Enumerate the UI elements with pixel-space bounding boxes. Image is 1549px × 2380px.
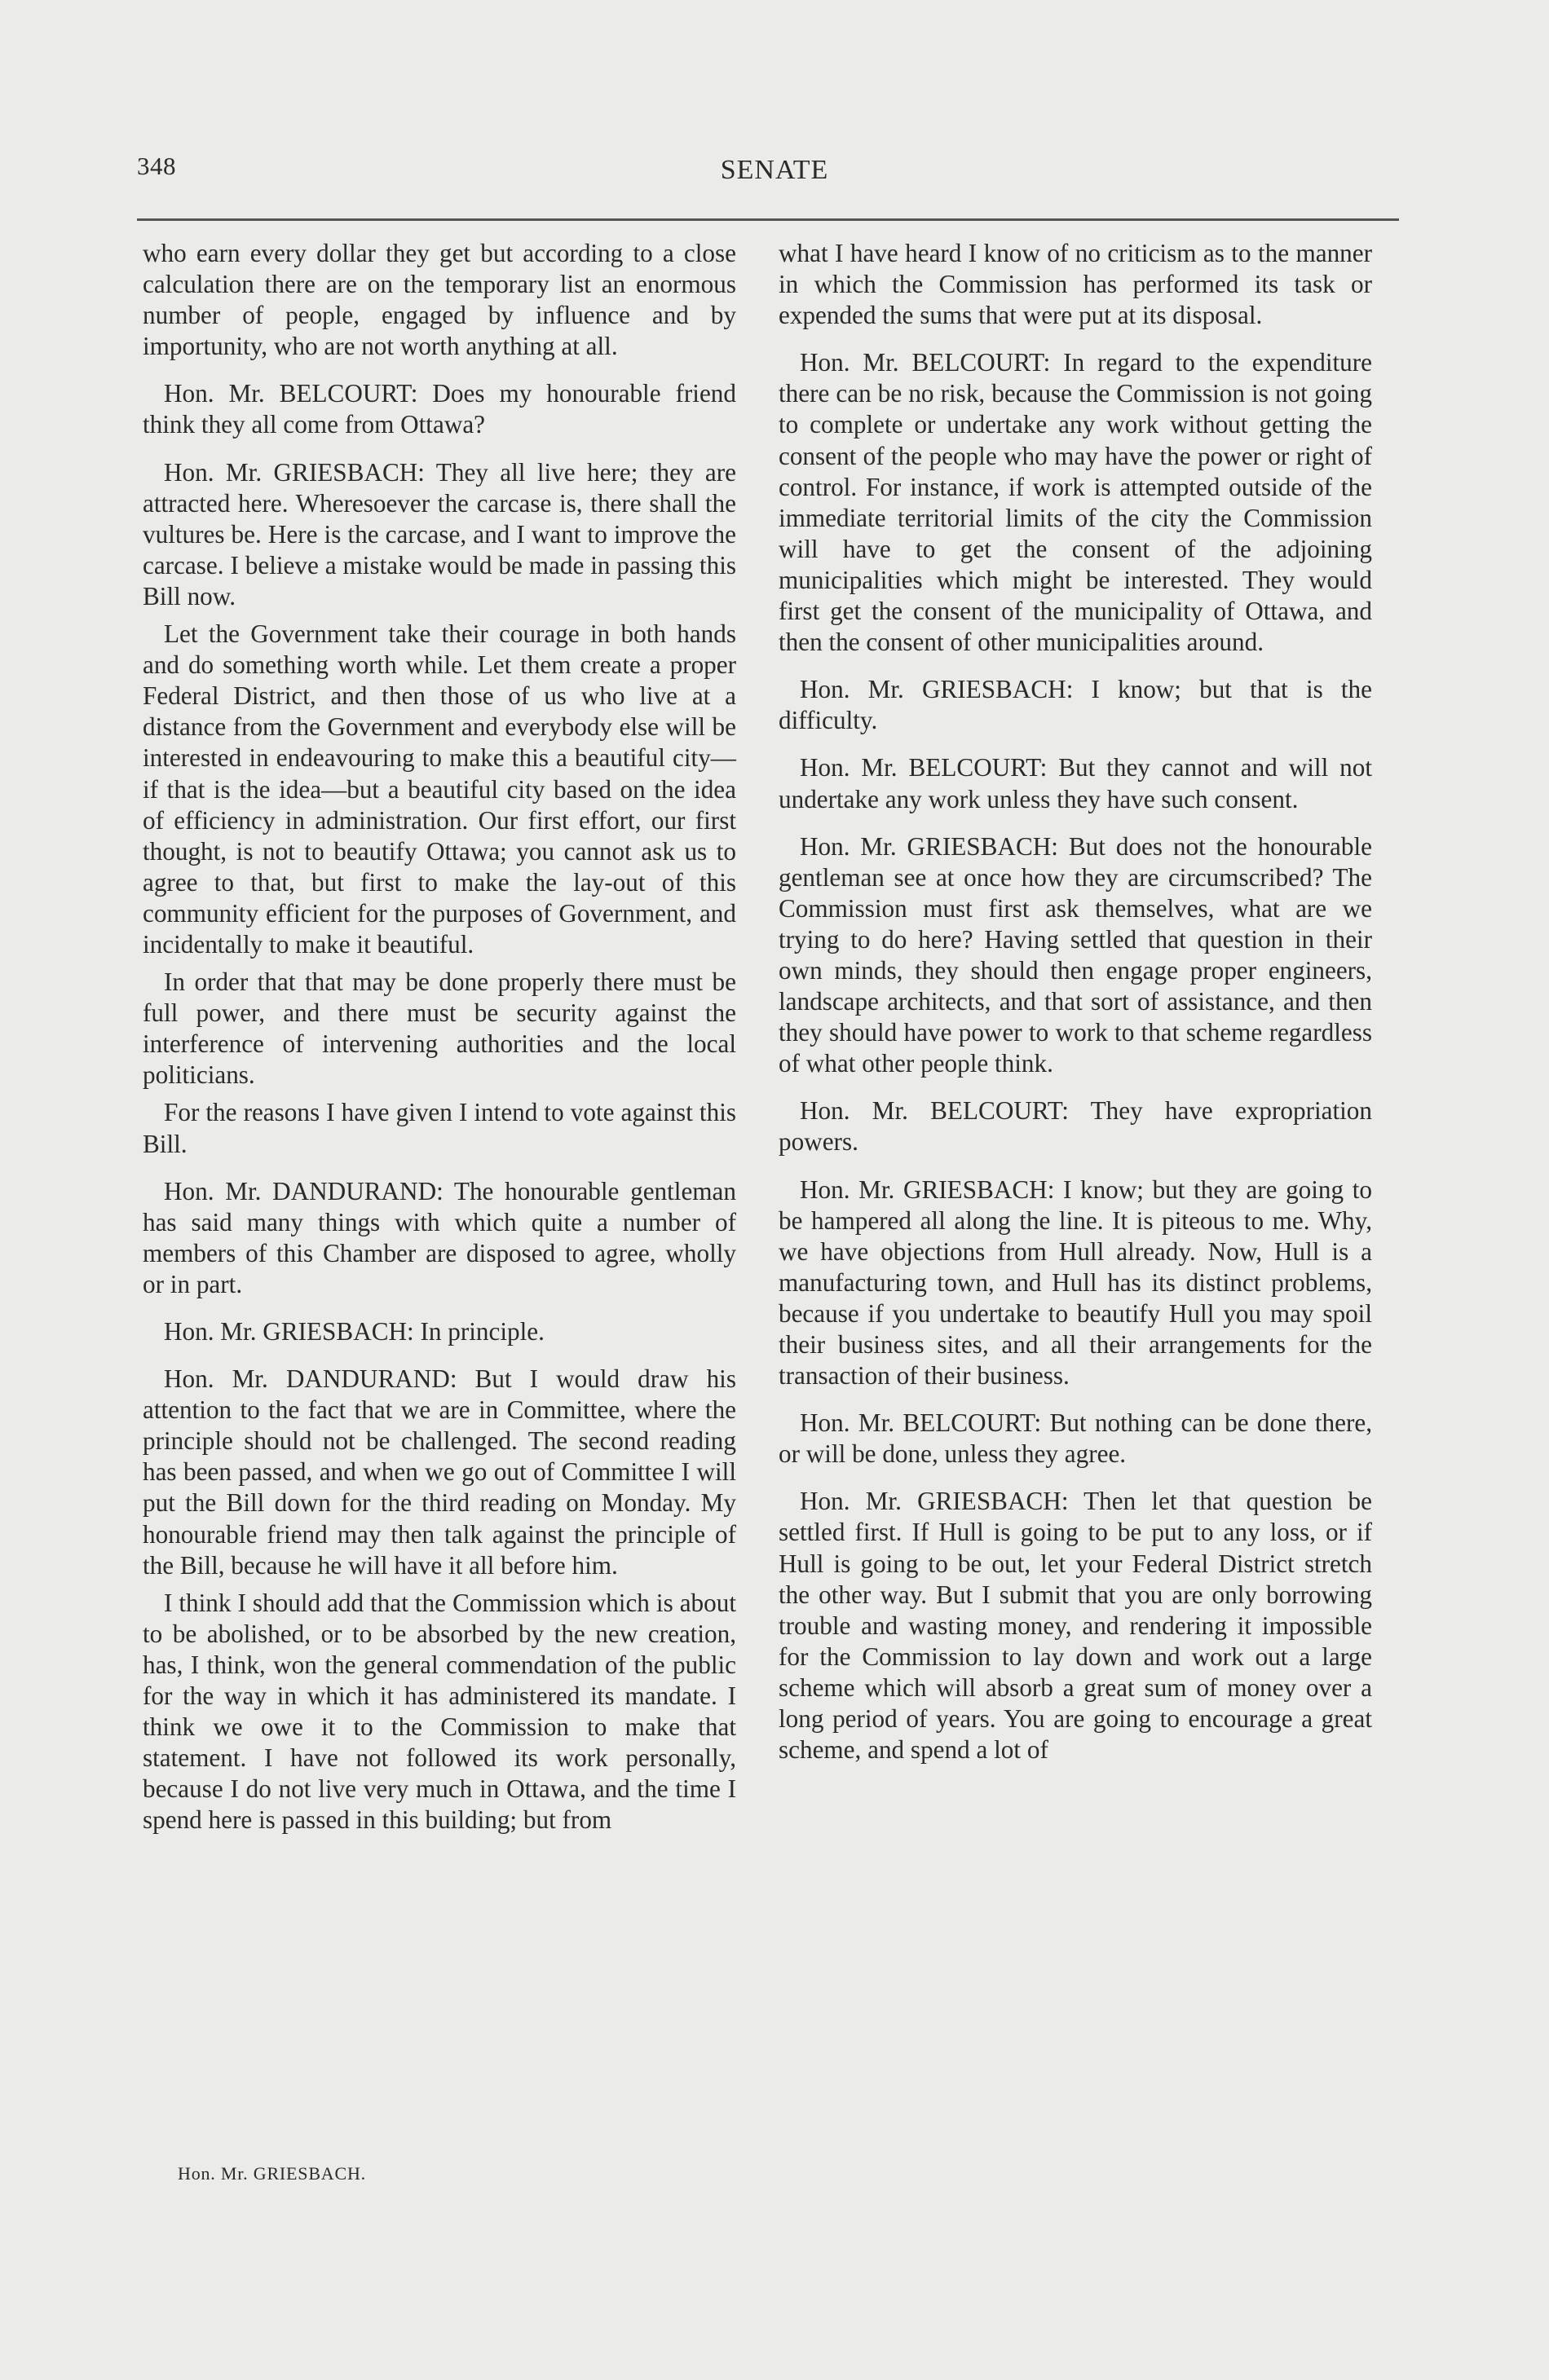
paragraph: who earn every dollar they get but according to a close calculation there are on the temporary list an enormous number of people, engaged by influence and by importunity, who are not worth anything at all. — [143, 239, 736, 361]
page-number: 348 — [137, 152, 176, 180]
header-rule — [137, 218, 1399, 221]
page-title: SENATE — [720, 155, 829, 185]
left-column — [143, 238, 736, 1836]
paragraph: Hon. Mr. BELCOURT: In regard to the expenditure there can be no risk, because the Commission is not going to complete or undertake any work without getting the consent of the people who may have the power or right of control. For instance, if work is attempted outside of the immediate territorial limits of the city the Commission will have to get the consent of the adjoining municipalities which might be interested. They would first get the consent of the municipality of Ottawa, and then the consent of other municipalities around. — [779, 348, 1372, 657]
paragraph: Hon. Mr. BELCOURT: They have expropriation powers. — [779, 1096, 1372, 1157]
footer-speaker-note: Hon. Mr. GRIESBACH. — [178, 2163, 366, 2184]
paragraph: For the reasons I have given I intend to vote against this Bill. — [143, 1098, 736, 1158]
paragraph: Hon. Mr. GRIESBACH: But does not the honourable gentleman see at once how they are circumscribed? The Commission must first ask themselves, what are we trying to do here? Having settled that question in their own minds, they should then engage proper engineers, landscape architects, and that sort of assistance, and then they should have power to work to that scheme regardless of what other people think. — [779, 831, 1372, 1078]
paragraph: Hon. Mr. GRIESBACH: I know; but that is the difficulty. — [779, 675, 1372, 735]
paragraph: Hon. Mr. GRIESBACH: They all live here; they are attracted here. Wheresoever the carcase is, there shall the vultures be. Here is the carcase, and I want to improve the carcase. I believe a mistake would be made in passing this Bill now. — [143, 457, 736, 610]
paragraph: In order that that may be done properly there must be full power, and there must be security against the interference of intervening authorities and the local politicians. — [143, 967, 736, 1090]
paragraph: Hon. Mr. DANDURAND: But I would draw his attention to the fact that we are in Committee, where the principle should not be challenged. The second reading has been passed, and when we go out of Committee I will put the Bill down for the third reading on Monday. My honourable friend may then talk against the principle of the Bill, because he will have it all before him. — [143, 1364, 736, 1580]
paragraph: Hon. Mr. GRIESBACH: I know; but they are going to be hampered all along the line. It is piteous to me. Why, we have objections from Hull already. Now, Hull is a manufacturing town, and Hull has its distinct problems, because if you undertake to beautify Hull you may spoil their business sites, and all their arrangements for the transaction of their business. — [779, 1175, 1372, 1391]
paragraph: Hon. Mr. GRIESBACH: Then let that question be settled first. If Hull is going to be put to any loss, or if Hull is going to be out, let your Federal District stretch the other way. But I submit that you are only borrowing trouble and wasting money, and rendering it impossible for the Commission to lay down and work out a large scheme which will absorb a great sum of money over a long period of years. You are going to encourage a great scheme, and spend a lot of — [779, 1487, 1372, 1765]
paragraph: I think I should add that the Commission which is about to be abolished, or to be absorbed by the new creation, has, I think, won the general commendation of the public for the way in which it has administered its mandate. I think we owe it to the Commission to make that statement. I have not followed its work personally, because I do not live very much in Ottawa, and the time I spend here is passed in this building; but from — [143, 1588, 736, 1835]
paragraph: Hon. Mr. GRIESBACH: In principle. — [164, 1317, 545, 1346]
paragraph: what I have heard I know of no criticism as to the manner in which the Commission has performed its task or expended the sums that were put at its disposal. — [779, 239, 1372, 330]
paragraph: Hon. Mr. BELCOURT: Does my honourable friend think they all come from Ottawa? — [143, 379, 736, 439]
paragraph: Hon. Mr. DANDURAND: The honourable gentleman has said many things with which quite a number of members of this Chamber are disposed to agree, wholly or in part. — [143, 1176, 736, 1298]
paragraph: Hon. Mr. BELCOURT: But nothing can be done there, or will be done, unless they agree. — [779, 1408, 1372, 1469]
paragraph: Let the Government take their courage in both hands and do something worth while. Let them create a proper Federal District, and then those of us who live at a distance from the Government and everybody else will be interested in endeavouring to make this a beautiful city—if that is the idea—but a beautiful city based on the idea of efficiency in administration. Our first effort, our first thought, is not to beautify Ottawa; you cannot ask us to agree to that, but first to make the lay-out of this community efficient for the purposes of Government, and incidentally to make it beautiful. — [143, 619, 736, 959]
right-column — [779, 238, 1372, 1765]
paragraph: Hon. Mr. BELCOURT: But they cannot and will not undertake any work unless they have such consent. — [779, 753, 1372, 813]
